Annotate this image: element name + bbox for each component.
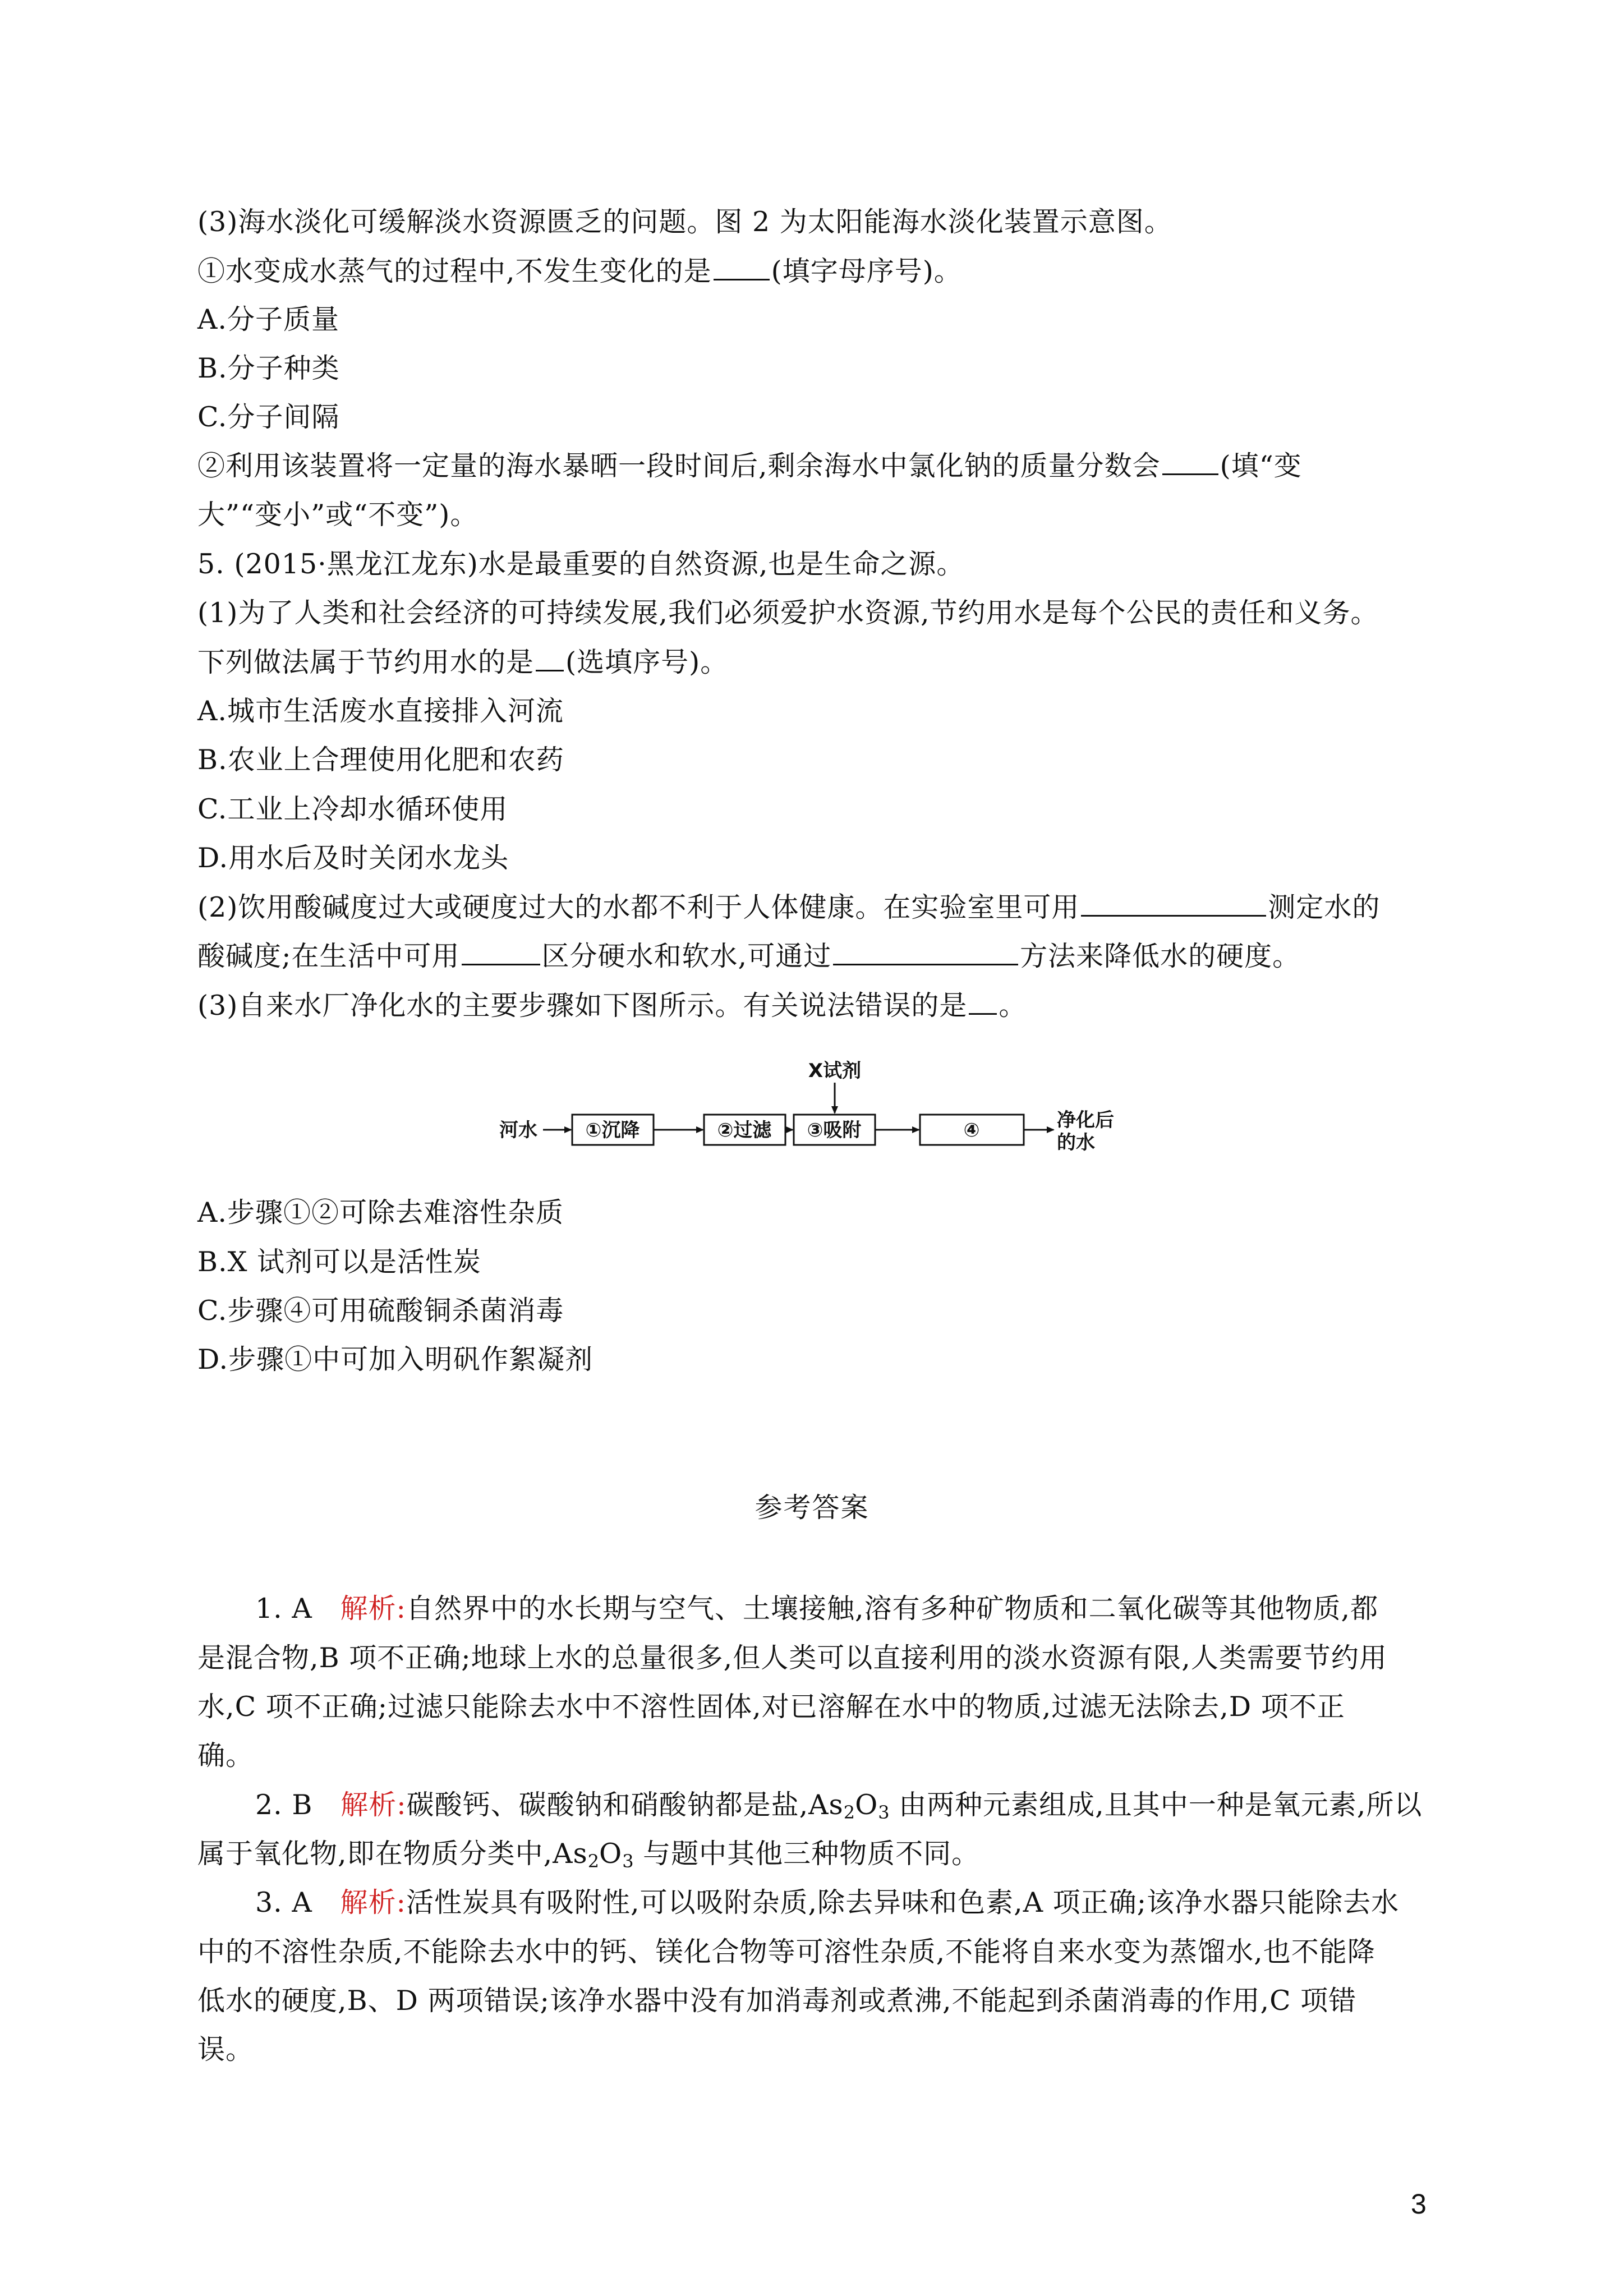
answer-3-line1: 3. A 解析:活性炭具有吸附性,可以吸附杂质,除去异味和色素,A 项正确;该净水器只能除去水 <box>255 1887 1400 1918</box>
output-label-line1: 净化后 <box>1057 1109 1114 1131</box>
q5-part1-option-d: D.用水后及时关闭水龙头 <box>197 842 509 874</box>
water-purification-flowchart <box>499 1055 1156 1172</box>
step-label-4: ④ <box>963 1119 980 1142</box>
q4-part3-intro: (3)海水淡化可缓解淡水资源匮乏的问题。图 2 为太阳能海水淡化装置示意图。 <box>197 206 1172 238</box>
answer-blank <box>969 988 997 1015</box>
step-label-1: ①沉降 <box>585 1119 640 1142</box>
q5-part2-line1: (2)饮用酸碱度过大或硬度过大的水都不利于人体健康。在实验室里可用 测定水的 <box>197 891 1381 923</box>
q5-part3-option-c: C.步骤④可用硫酸铜杀菌消毒 <box>197 1295 564 1327</box>
q4-sub2-cont: 大”“变小”或“不变”)。 <box>197 499 479 531</box>
step-label-3: ③吸附 <box>807 1119 862 1142</box>
answer-1-line3: 水,C 项不正确;过滤只能除去水中不溶性固体,对已溶解在水中的物质,过滤无法除去,D 项不正 <box>197 1691 1345 1723</box>
q5-title: 5. (2015·黑龙江龙东)水是最重要的自然资源,也是生命之源。 <box>197 548 965 580</box>
answer-3-line3: 低水的硬度,B、D 两项错误;该净水器中没有加消毒剂或煮沸,不能起到杀菌消毒的作用,C 项错 <box>197 1985 1357 2017</box>
answer-blank <box>714 254 770 280</box>
analysis-label: 解析: <box>341 1789 407 1821</box>
answer-2-line2: 属于氧化物,即在物质分类中$,As_2O_3$ 与题中其他三种物质不同。 <box>197 1838 980 1872</box>
answer-3-line2: 中的不溶性杂质,不能除去水中的钙、镁化合物等可溶性杂质,不能将自来水变为蒸馏水,也不能降 <box>197 1936 1375 1968</box>
answer-1-line4: 确。 <box>197 1740 254 1772</box>
q4-option-c: C.分子间隔 <box>197 401 340 433</box>
q4-option-b: B.分子种类 <box>197 352 340 384</box>
answer-1-line2: 是混合物,B 项不正确;地球上水的总量很多,但人类可以直接利用的淡水资源有限,人类需要节约用 <box>197 1642 1387 1674</box>
q5-part3-option-b: B.X 试剂可以是活性炭 <box>197 1246 482 1278</box>
q4-option-a: A.分子质量 <box>197 303 339 335</box>
q5-part1-option-a: A.城市生活废水直接排入河流 <box>197 695 564 727</box>
answer-3-line4: 误。 <box>197 2033 254 2065</box>
q4-sub2: ②利用该装置将一定量的海水暴晒一段时间后,剩余海水中氯化钠的质量分数会 (填“变 <box>197 450 1302 482</box>
analysis-label: 解析: <box>340 1593 406 1625</box>
answer-blank <box>1162 449 1218 475</box>
q5-part3-option-d: D.步骤①中可加入明矾作絮凝剂 <box>197 1343 594 1375</box>
answers-heading: 参考答案 <box>755 1492 869 1524</box>
analysis-label: 解析: <box>340 1887 406 1918</box>
step-label-2: ②过滤 <box>717 1119 772 1142</box>
q5-part1-option-b: B.农业上合理使用化肥和农药 <box>197 744 564 776</box>
q5-part1-line1: (1)为了人类和社会经济的可持续发展,我们必须爱护水资源,节约用水是每个公民的责任和义务。 <box>197 597 1379 629</box>
answer-2-line1: 2. B 解析:碳酸钙、碳酸钠和硝酸钠都是盐$,As_2O_3$ 由两种元素组成,且其中一种是氧元素,所以 <box>255 1789 1423 1823</box>
answer-1-line1: 1. A 解析:自然界中的水长期与空气、土壤接触,溶有多种矿物质和二氧化碳等其他物质,都 <box>255 1593 1379 1625</box>
page-number: 3 <box>1411 2188 1427 2220</box>
q5-part3: (3)自来水厂净化水的主要步骤如下图所示。有关说法错误的是 。 <box>197 990 1027 1022</box>
input-label: 河水 <box>499 1119 537 1142</box>
q5-part2-line2: 酸碱度;在生活中可用 区分硬水和软水,可通过 方法来降低水的硬度。 <box>197 940 1301 972</box>
reagent-label: X试剂 <box>808 1060 862 1082</box>
q5-part3-option-a: A.步骤①②可除去难溶性杂质 <box>197 1197 564 1228</box>
output-label-line2: 的水 <box>1057 1131 1095 1154</box>
answer-blank <box>1081 890 1266 917</box>
q4-sub1: ①水变成水蒸气的过程中,不发生变化的是 (填字母序号)。 <box>197 255 962 287</box>
answer-blank <box>833 939 1018 965</box>
answer-blank <box>462 939 540 965</box>
q5-part1-line2: 下列做法属于节约用水的是 (选填序号)。 <box>197 646 729 678</box>
answer-blank <box>536 645 564 671</box>
q5-part1-option-c: C.工业上冷却水循环使用 <box>197 793 508 825</box>
